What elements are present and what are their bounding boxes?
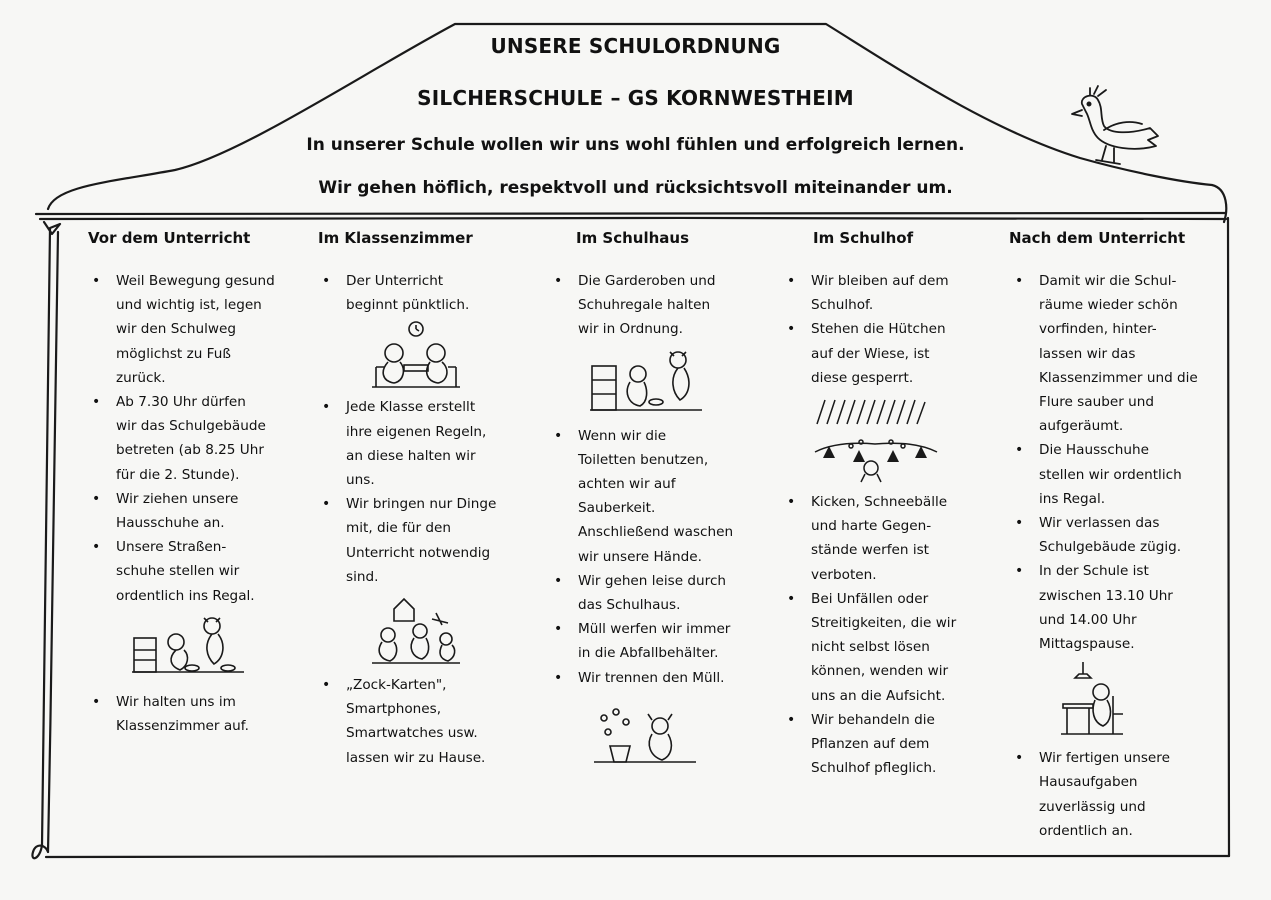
column-im-schulhof — [783, 229, 998, 780]
column-heading: Nach dem Unterricht — [1009, 229, 1186, 247]
rule-item: • Der Unterricht beginnt pünktlich. — [318, 269, 538, 317]
rule-item: • Damit wir die Schul- räume wieder schön vorfinden, hinter- lassen wir das Klassenzimmer und die Flure sauber und aufgeräumt. — [1011, 269, 1221, 438]
column-heading: Vor dem Unterricht — [88, 229, 251, 247]
rule-item: • „Zock-Karten", Smartphones, Smartwatches usw. lassen wir zu Hause. — [318, 673, 538, 770]
children-shoes-illustration — [128, 612, 248, 678]
page-title: UNSERE SCHULORDNUNG — [490, 34, 781, 58]
rules-list — [1011, 269, 1221, 656]
rule-item: • Wenn wir die Toiletten benutzen, achten wir auf Sauberkeit. Anschließend waschen wir unsere Hände. — [550, 424, 770, 569]
motto-line-2: Wir gehen höflich, respektvoll und rücksichtsvoll miteinander um. — [318, 178, 953, 198]
rule-item: • Wir verlassen das Schulgebäude zügig. — [1011, 511, 1221, 559]
homework-desk-illustration — [1057, 660, 1127, 738]
cloakroom-illustration — [586, 344, 706, 414]
rules-list — [318, 269, 538, 317]
rule-item: • Müll werfen wir immer in die Abfallbehälter. — [550, 617, 770, 665]
rules-list — [1011, 746, 1221, 843]
column-vor-dem-unterricht — [88, 229, 303, 738]
rule-item: • Wir trennen den Müll. — [550, 666, 770, 690]
column-nach-dem-unterricht — [1011, 229, 1221, 843]
column-heading: Im Schulhof — [813, 229, 914, 247]
rules-list — [318, 395, 538, 589]
motto-line-1: In unserer Schule wollen wir uns wohl fühlen und erfolgreich lernen. — [306, 135, 965, 155]
rule-item: • Bei Unfällen oder Streitigkeiten, die wir nicht selbst lösen können, wenden wir uns an die Aufsicht. — [783, 587, 998, 708]
rule-item: • In der Schule ist zwischen 13.10 Uhr und 14.00 Uhr Mittagspause. — [1011, 559, 1221, 656]
column-im-klassenzimmer — [318, 229, 538, 770]
classroom-clock-illustration — [368, 319, 464, 391]
column-heading: Im Schulhaus — [576, 229, 690, 247]
rule-item: • Kicken, Schneebälle und harte Gegen- stände werfen ist verboten. — [783, 490, 998, 587]
rules-list — [783, 269, 998, 390]
school-name: SILCHERSCHULE – GS KORNWESTHEIM — [417, 86, 854, 110]
column-heading: Im Klassenzimmer — [318, 229, 473, 247]
rules-list — [550, 269, 770, 342]
rule-item: • Wir bleiben auf dem Schulhof. — [783, 269, 998, 317]
rule-item: • Die Garderoben und Schuhregale halten wir in Ordnung. — [550, 269, 770, 342]
rule-item: • Wir behandeln die Pflanzen auf dem Schulhof pfleglich. — [783, 708, 998, 781]
rule-item: • Wir bringen nur Dinge mit, die für den Unterricht notwendig sind. — [318, 492, 538, 589]
rule-item: • Jede Klasse erstellt ihre eigenen Regeln, an diese halten wir uns. — [318, 395, 538, 492]
rule-item: • Die Hausschuhe stellen wir ordentlich ins Regal. — [1011, 438, 1221, 511]
rules-list — [550, 424, 770, 690]
rules-list — [88, 269, 303, 608]
rule-item: • Ab 7.30 Uhr dürfen wir das Schulgebäude betreten (ab 8.25 Uhr für die 2. Stunde). — [88, 390, 303, 487]
rule-item: • Unsere Straßen- schuhe stellen wir ordentlich ins Regal. — [88, 535, 303, 608]
children-playing-illustration — [368, 595, 464, 667]
rule-item: • Wir gehen leise durch das Schulhaus. — [550, 569, 770, 617]
rule-item: • Weil Bewegung gesund und wichtig ist, legen wir den Schulweg möglichst zu Fuß zurück. — [88, 269, 303, 390]
rule-item: • Wir fertigen unsere Hausaufgaben zuverlässig und ordentlich an. — [1011, 746, 1221, 843]
column-im-schulhaus — [550, 229, 770, 766]
rules-list — [318, 673, 538, 770]
rules-list — [783, 490, 998, 780]
rules-list — [88, 690, 303, 738]
rule-item: • Wir halten uns im Klassenzimmer auf. — [88, 690, 303, 738]
rule-item: • Wir ziehen unsere Hausschuhe an. — [88, 487, 303, 535]
cones-meadow-illustration — [811, 394, 941, 484]
trash-bin-illustration — [590, 700, 700, 766]
rule-item: • Stehen die Hütchen auf der Wiese, ist diese gesperrt. — [783, 317, 998, 390]
